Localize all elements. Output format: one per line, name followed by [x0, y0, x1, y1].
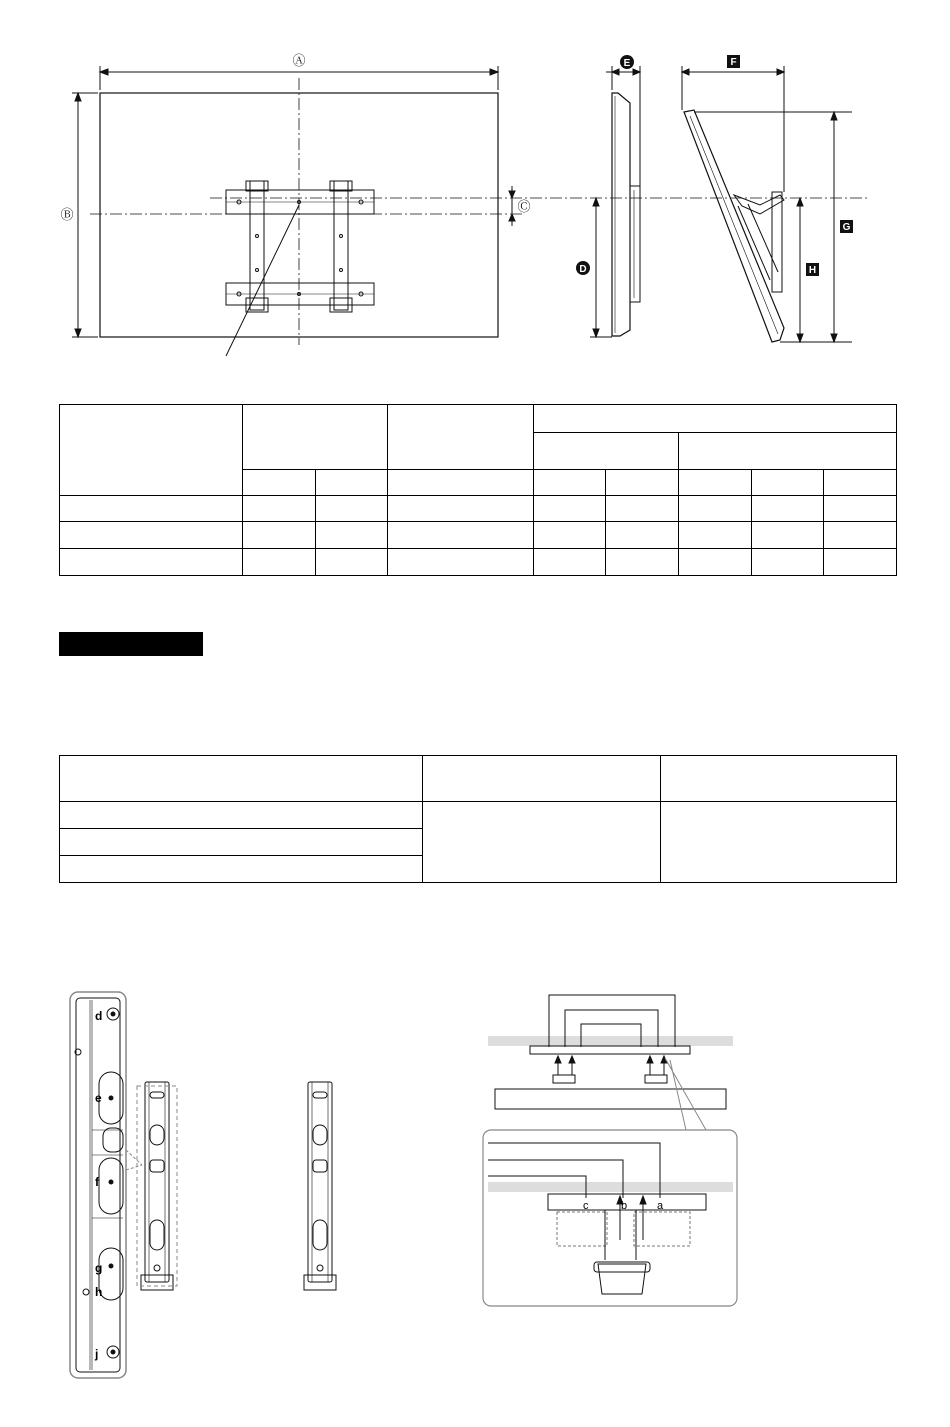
depth-marker-f: F	[730, 57, 737, 68]
header-center-cell	[388, 405, 533, 470]
slot-label-b: b	[621, 1200, 628, 1212]
header-screw-cell	[423, 756, 661, 802]
hole-label-d: d	[95, 1009, 103, 1023]
total-height-marker-g: G	[842, 222, 851, 233]
width-marker: Ⓐ	[292, 54, 306, 69]
header-angle-20-cell	[678, 433, 896, 470]
dimensions-table	[59, 404, 897, 576]
note-heading-bar	[59, 632, 203, 656]
subheader-cell	[751, 470, 824, 496]
center-offset-marker: Ⓒ	[517, 200, 531, 215]
subheader-cell	[243, 470, 316, 496]
slot-label-c: c	[583, 1200, 589, 1212]
depth-marker-e: E	[623, 58, 631, 69]
side-view-labels	[576, 55, 634, 275]
subheader-cell	[315, 470, 388, 496]
hole-label-g: g	[95, 1261, 103, 1275]
table-row	[60, 549, 897, 576]
subheader-cell	[388, 470, 533, 496]
header-display-cell	[243, 405, 388, 470]
side-view	[590, 66, 640, 337]
height-marker: Ⓑ	[60, 208, 74, 223]
center-height-marker-h: H	[808, 265, 817, 276]
subheader-cell	[678, 470, 751, 496]
bracket-hole-labels	[94, 1009, 102, 1361]
header-length-cell	[533, 405, 896, 433]
wall-rail-diagram	[483, 995, 737, 1306]
screw-location-table	[59, 755, 897, 883]
bracket-closeup	[70, 992, 142, 1378]
table-row	[60, 802, 897, 829]
hole-label-e: e	[95, 1091, 102, 1105]
bracket-arm-left	[137, 1082, 177, 1290]
subheader-cell	[533, 470, 606, 496]
hole-label-j: j	[95, 1347, 99, 1361]
header-model-cell	[60, 405, 243, 496]
header-model-cell	[60, 756, 423, 802]
hole-label-h: h	[95, 1285, 103, 1299]
table-row	[60, 496, 897, 522]
height-marker-d: D	[579, 264, 587, 275]
header-angle-0-cell	[533, 433, 678, 470]
bracket-arm-right	[304, 1082, 336, 1290]
subheader-cell	[824, 470, 897, 496]
hole-label-f: f	[95, 1175, 99, 1189]
tilted-view	[682, 66, 852, 342]
front-view	[72, 66, 870, 356]
subheader-cell	[606, 470, 679, 496]
slot-label-a: a	[657, 1200, 664, 1212]
table-row	[60, 522, 897, 549]
header-hook-cell	[661, 756, 897, 802]
